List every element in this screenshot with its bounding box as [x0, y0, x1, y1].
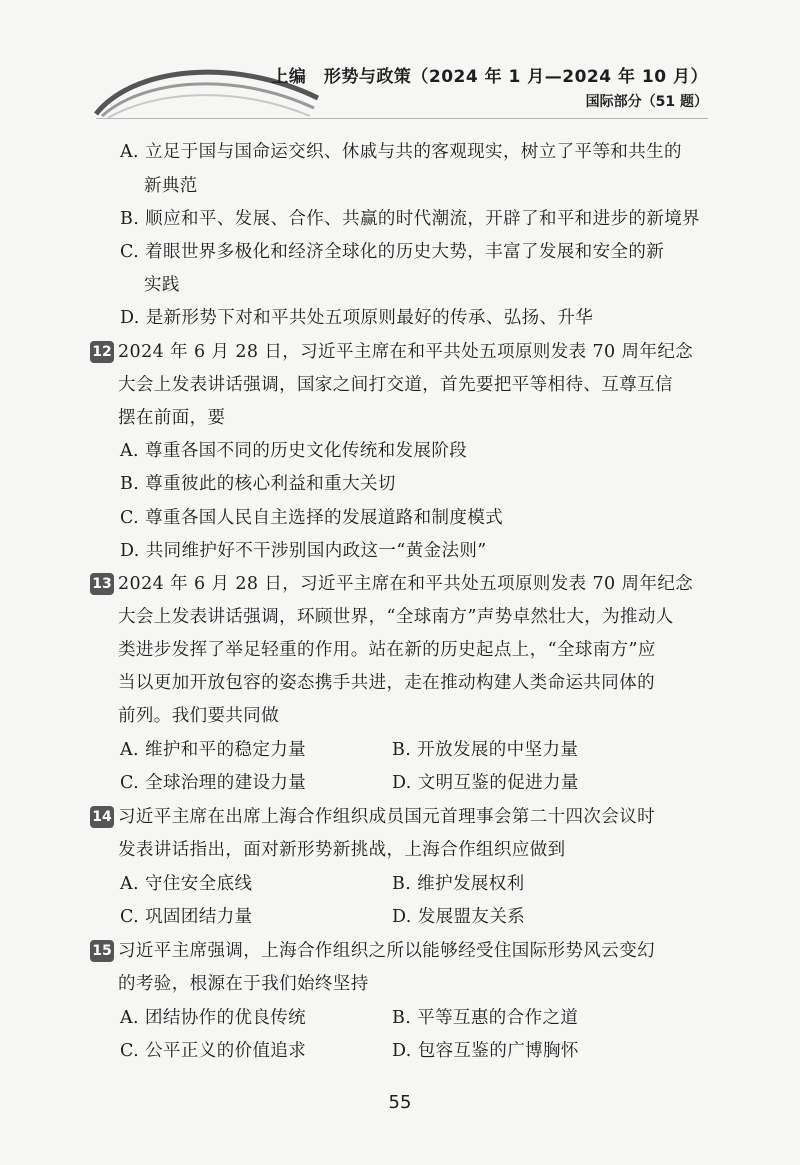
q13-option-d: D. 文明互鉴的促进力量: [392, 773, 579, 793]
q15-stem-line: 的考验，根源在于我们始终坚持: [118, 974, 369, 994]
q11-option-a: A. 立足于国与国命运交织、休戚与共的客观现实，树立了平等和共生的: [120, 142, 682, 162]
q12-option-c: C. 尊重各国人民自主选择的发展道路和制度模式: [120, 508, 504, 528]
q13-option-c: C. 全球治理的建设力量: [120, 773, 307, 793]
q14-option-c: C. 巩固团结力量: [120, 907, 253, 927]
q11-option-c: C. 着眼世界多极化和经济全球化的历史大势，丰富了发展和安全的新: [120, 242, 665, 262]
q14-option-a: A. 守住安全底线: [120, 874, 253, 894]
q11-option-b: B. 顺应和平、发展、合作、共赢的时代潮流，开辟了和平和进步的新境界: [120, 209, 701, 229]
q14-option-b: B. 维护发展权利: [392, 874, 525, 894]
q15-option-d: D. 包容互鉴的广博胸怀: [392, 1041, 579, 1061]
q11-option-a-cont: 新典范: [144, 176, 198, 196]
header-divider: [96, 118, 708, 119]
q12-stem-line: 大会上发表讲话强调，国家之间打交道，首先要把平等相待、互尊互信: [118, 375, 673, 395]
q11-option-d: D. 是新形势下对和平共处五项原则最好的传承、弘扬、升华: [120, 308, 594, 328]
q11-option-c-cont: 实践: [144, 275, 180, 295]
header-title: 上编 形势与政策（2024 年 1 月—2024 年 10 月）: [271, 67, 708, 87]
q15-option-a: A. 团结协作的优良传统: [120, 1008, 307, 1028]
header-subtitle: 国际部分（51 题）: [585, 94, 708, 110]
q15-option-b: B. 平等互惠的合作之道: [392, 1008, 579, 1028]
q12-stem-line: 2024 年 6 月 28 日，习近平主席在和平共处五项原则发表 70 周年纪念: [118, 342, 694, 362]
q14-option-d: D. 发展盟友关系: [392, 907, 526, 927]
q13-option-b: B. 开放发展的中坚力量: [392, 740, 579, 760]
question-number-badge: 12: [90, 341, 114, 363]
question-number-badge: 13: [90, 573, 114, 595]
q12-stem-line: 摆在前面，要: [118, 408, 226, 428]
q12-option-d: D. 共同维护好不干涉别国内政这一“黄金法则”: [120, 541, 487, 561]
q12-option-b: B. 尊重彼此的核心利益和重大关切: [120, 474, 396, 494]
q15-stem-line: 习近平主席强调，上海合作组织之所以能够经受住国际形势风云变幻: [118, 941, 655, 961]
q12-option-a: A. 尊重各国不同的历史文化传统和发展阶段: [120, 441, 468, 461]
q13-stem-line: 2024 年 6 月 28 日，习近平主席在和平共处五项原则发表 70 周年纪念: [118, 574, 694, 594]
q15-option-c: C. 公平正义的价值追求: [120, 1041, 307, 1061]
q13-stem-line: 大会上发表讲话强调，环顾世界，“全球南方”声势卓然壮大，为推动人: [118, 607, 674, 627]
q13-stem-line: 类进步发挥了举足轻重的作用。站在新的历史起点上，“全球南方”应: [118, 640, 656, 660]
q13-stem-line: 当以更加开放包容的姿态携手共进，走在推动构建人类命运共同体的: [118, 673, 655, 693]
question-number-badge: 15: [90, 940, 114, 962]
q14-stem-line: 习近平主席在出席上海合作组织成员国元首理事会第二十四次会议时: [118, 807, 655, 827]
q13-stem-line: 前列。我们要共同做: [118, 706, 280, 726]
q14-stem-line: 发表讲话指出，面对新形势新挑战，上海合作组织应做到: [118, 840, 566, 860]
q13-option-a: A. 维护和平的稳定力量: [120, 740, 307, 760]
page-number: 55: [388, 1092, 412, 1113]
question-number-badge: 14: [90, 806, 114, 828]
